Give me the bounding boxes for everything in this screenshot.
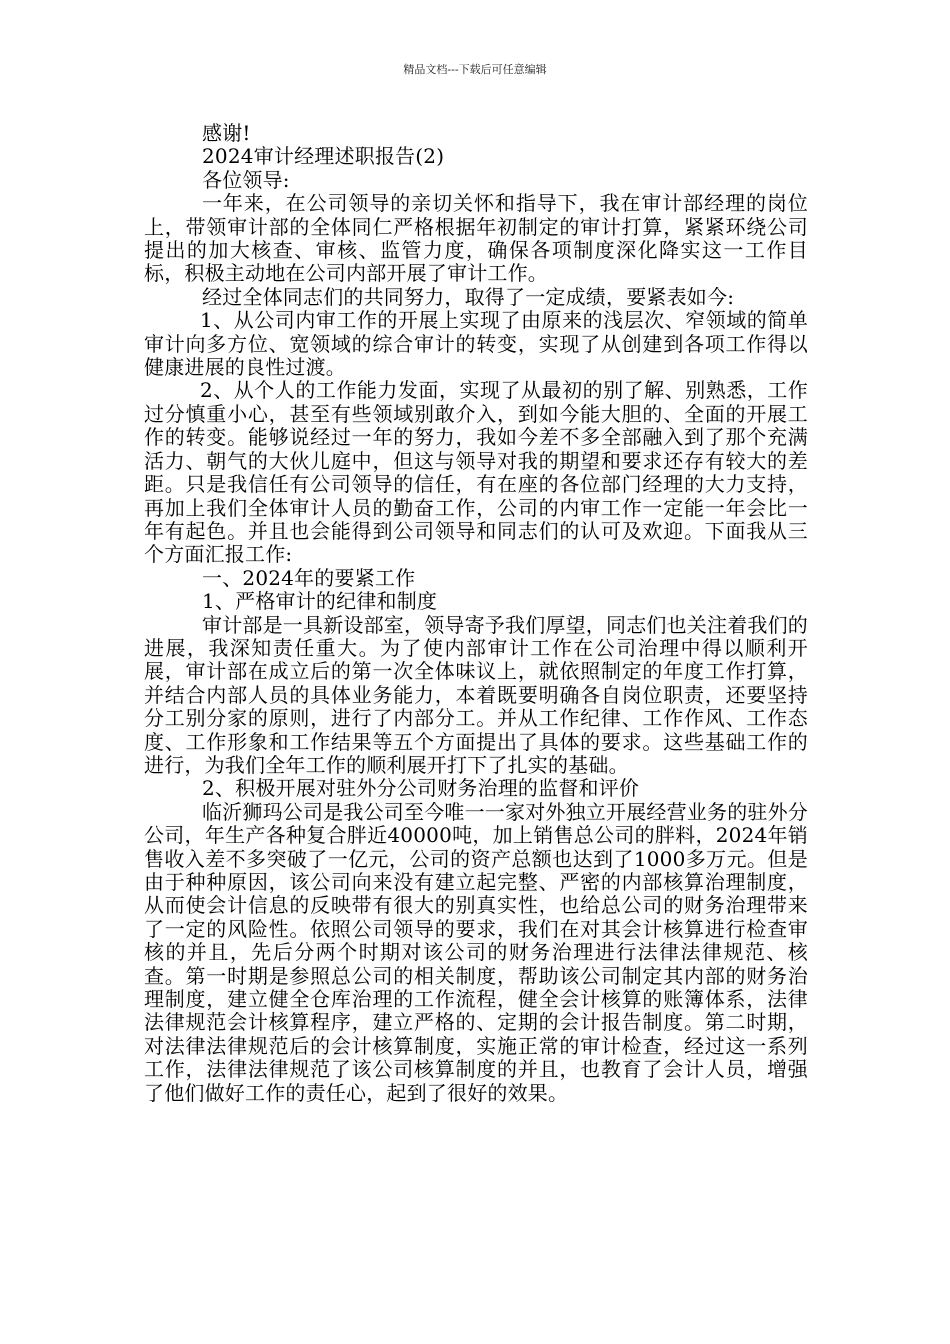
paragraph-point-1: 1、从公司内审工作的开展上实现了由原来的浅层次、窄领域的简单审计向多方位、宽领域的综合审计的转变，实现了从创建到各项工作得以健康进展的良性过渡。	[144, 308, 808, 380]
page-header: 精品文档---下载后可任意编辑	[403, 63, 547, 76]
subsection-heading-1: 1、严格审计的纪律和制度	[202, 589, 438, 614]
subsection-heading-2: 2、积极开展对驻外分公司财务治理的监督和评价	[202, 776, 640, 801]
section-heading-1: 一、2024年的要紧工作	[202, 565, 416, 590]
closing-thanks: 感谢!	[202, 121, 251, 145]
document-body	[144, 122, 808, 1105]
paragraph-point-2: 2、从个人的工作能力发面，实现了从最初的别了解、别熟悉，工作过分慎重小心，甚至有些领域别敢介入，到如今能大胆的、全面的开展工作的转变。能够说经过一年的努力，我如今差不多全部融入到了那个充满活力、朝气的大伙儿庭中，但这与领导对我的期望和要求还存有较大的差距。只是我信任有公司领导的信任，有在座的各位部门经理的大力支持，再加上我们全体审计人员的勤奋工作，公司的内审工作一定能一年会比一年有起色。并且也会能得到公司领导和同志们的认可及欢迎。下面我从三个方面汇报工作:	[144, 378, 808, 567]
paragraph-discipline: 审计部是一具新设部室，领导寄予我们厚望，同志们也关注着我们的进展，我深知责任重大。为了使内部审计工作在公司治理中得以顺利开展，审计部在成立后的第一次全体味议上，就依照制定的年度工作打算，并结合内部人员的具体业务能力，本着既要明确各自岗位职责，还要坚持分工别分家的原则，进行了内部分工。并从工作纪律、工作作风、工作态度、工作形象和工作结果等五个方面提出了具体的要求。这些基础工作的进行，为我们全年工作的顺利展开打下了扎实的基础。	[144, 612, 808, 777]
paragraph-branch-audit: 临沂狮玛公司是我公司至今唯一一家对外独立开展经营业务的驻外分公司，年生产各种复合胖近40000吨，加上销售总公司的胖料，2024年销售收入差不多突破了一亿元，公司的资产总额也达到了1000多万元。但是由于种种原因，该公司向来没有建立起完整、严密的内部核算治理制度，从而使会计信息的反映带有很大的别真实性，也给总公司的财务治理带来了一定的风险性。依照公司领导的要求，我们在对其会计核算进行检查审核的并且，先后分两个时期对该公司的财务治理进行法律法律规范、核查。第一时期是参照总公司的相关制度，帮助该公司制定其内部的财务治理制度，建立健全仓库治理的工作流程，健全会计核算的账簿体系，法律法律规范会计核算程序，建立严格的、定期的会计报告制度。第二时期，对法律法律规范后的会计核算制度，实施正常的审计检查，经过这一系列工作，法律法律规范了该公司核算制度的并且，也教育了会计人员，增强了他们做好工作的责任心，起到了很好的效果。	[144, 799, 808, 1105]
document-title: 2024审计经理述职报告(2)	[202, 144, 445, 169]
salutation: 各位领导:	[202, 167, 290, 192]
paragraph-achievements: 经过全体同志们的共同努力，取得了一定成绩，要紧表如今:	[202, 284, 735, 309]
paragraph-intro: 一年来，在公司领导的亲切关怀和指导下，我在审计部经理的岗位上，带领审计部的全体同仁严格根据年初制定的审计打算，紧紧环绕公司提出的加大核查、审核、监管力度，确保各项制度深化降实这一工作目标，积极主动地在公司内部开展了审计工作。	[144, 191, 808, 286]
